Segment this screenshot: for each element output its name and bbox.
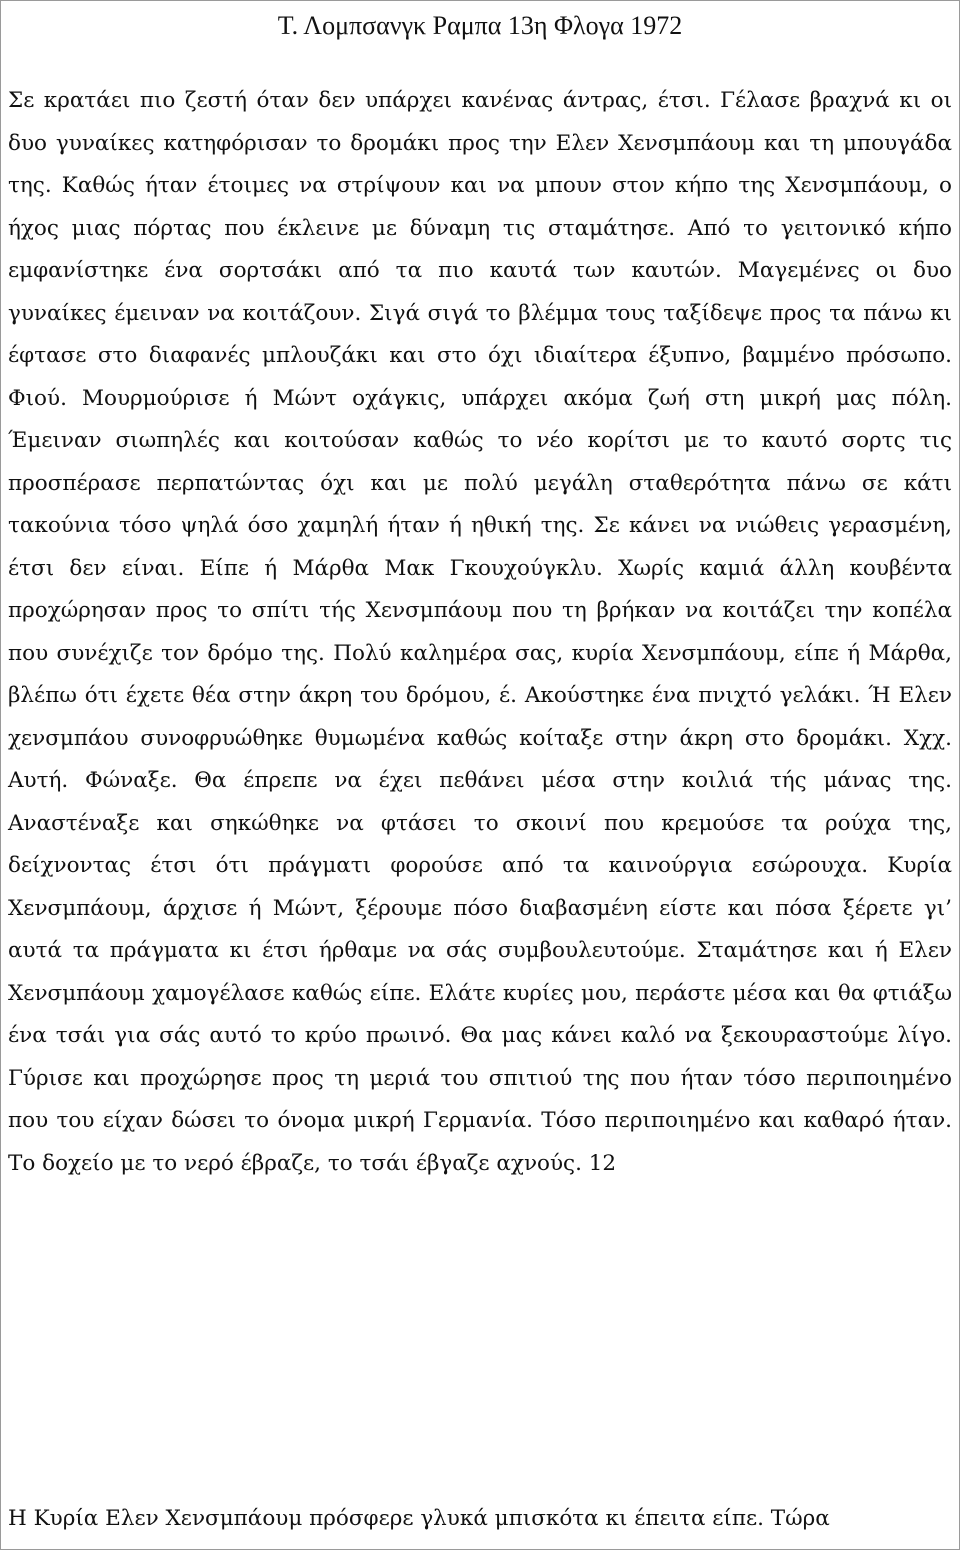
page-header: Τ. Λομπσανγκ Ραμπα 13η Φλογα 1972 [277, 11, 683, 40]
body-paragraph: Σε κρατάει πιο ζεστή όταν δεν υπάρχει κανένας άντρας, έτσι. Γέλασε βραχνά κι οι δυο γυναίκες κατηφόρισαν το δρομάκι προς την Ελεν Χενσμπάουμ και τη μπουγάδα της. Καθώς ήταν έτοιμες να στρίψουν και να μπουν στον κήπο της Χενσμπάουμ, ο ήχος μιας πόρτας που έκλεινε με δύναμη τις σταμάτησε. Από το γειτονικό κήπο εμφανίστηκε ένα σορτσάκι από τα πιο καυτά των καυτών. Μαγεμένες οι δυο γυναίκες έμειναν να κοιτάζουν. Σιγά σιγά το βλέμμα τους ταξίδεψε προς τα πάνω κι έφτασε στο διαφανές μπλουζάκι και στο όχι ιδιαίτερα έξυπνο, βαμμένο πρόσωπο. Φιού. Μουρμούρισε ή Μώντ οχάγκις, υπάρχει ακόμα ζωή στη μικρή μας πόλη. Έμειναν σιωπηλές και κοιτούσαν καθώς το νέο κορίτσι με το καυτό σορτς τις προσπέρασε περπατώντας όχι και με πολύ μεγάλη σταθερότητα πάνω σε κάτι τακούνια τόσο ψηλά όσο χαμηλή ήταν ή ηθική της. Σε κάνει να νιώθεις γερασμένη, έτσι δεν είναι. Είπε ή Μάρθα Μακ Γκουχούγκλυ. Χωρίς καμιά άλλη κουβέντα προχώρησαν προς το σπίτι τής Χενσμπάουμ που τη βρήκαν να κοιτάζει την κοπέλα που συνέχιζε τον δρόμο της. Πολύ καλημέρα σας, κυρία Χενσμπάουμ, είπε ή Μάρθα, βλέπω ότι έχετε θέα στην άκρη του δρόμου, έ. Ακούστηκε ένα πνιχτό γελάκι. Ή Ελεν χενσμπάου συνοφρυώθηκε θυμωμένα καθώς κοίταξε στην άκρη στο δρομάκι. Χχχ. Αυτή. Φώναξε. Θα έπρεπε να έχει πεθάνει μέσα στην κοιλιά τής μάνας της. Αναστέναξε και σηκώθηκε να φτάσει το σκοινί που κρεμούσε τα ρούχα της, δείχνοντας έτσι ότι πράγματι φορούσε από τα καινούργια εσώρουχα. Κυρία Χενσμπάουμ, άρχισε ή Μώντ, ξέρουμε πόσο διαβασμένη είστε και πόσα ξέρετε γι’ αυτά τα πράγματα κι έτσι ήρθαμε να σάς συμβουλευτούμε. Σταμάτησε και ή Ελεν Χενσμπάουμ χαμογέλασε καθώς είπε. Ελάτε κυρίες μου, περάστε μέσα και θα φτιάξω ένα τσάι για σάς αυτό το κρύο πρωινό. Θα μας κάνει καλό να ξεκουραστούμε λίγο. Γύρισε και προχώρησε προς τη μεριά του σπιτιού της που ήταν τόσο περιποιημένο που του είχαν δώσει το όνομα μικρή Γερμανία. Τόσο περιποιημένο και καθαρό ήταν. Το δοχείο με το νερό έβραζε, το τσάι έβγαζε αχνούς. 12 [8, 88, 952, 1176]
continuation-line: Η Κυρία Ελεν Χενσμπάουμ πρόσφερε γλυκά μπισκότα κι έπειτα είπε. Τώρα [8, 1506, 830, 1531]
